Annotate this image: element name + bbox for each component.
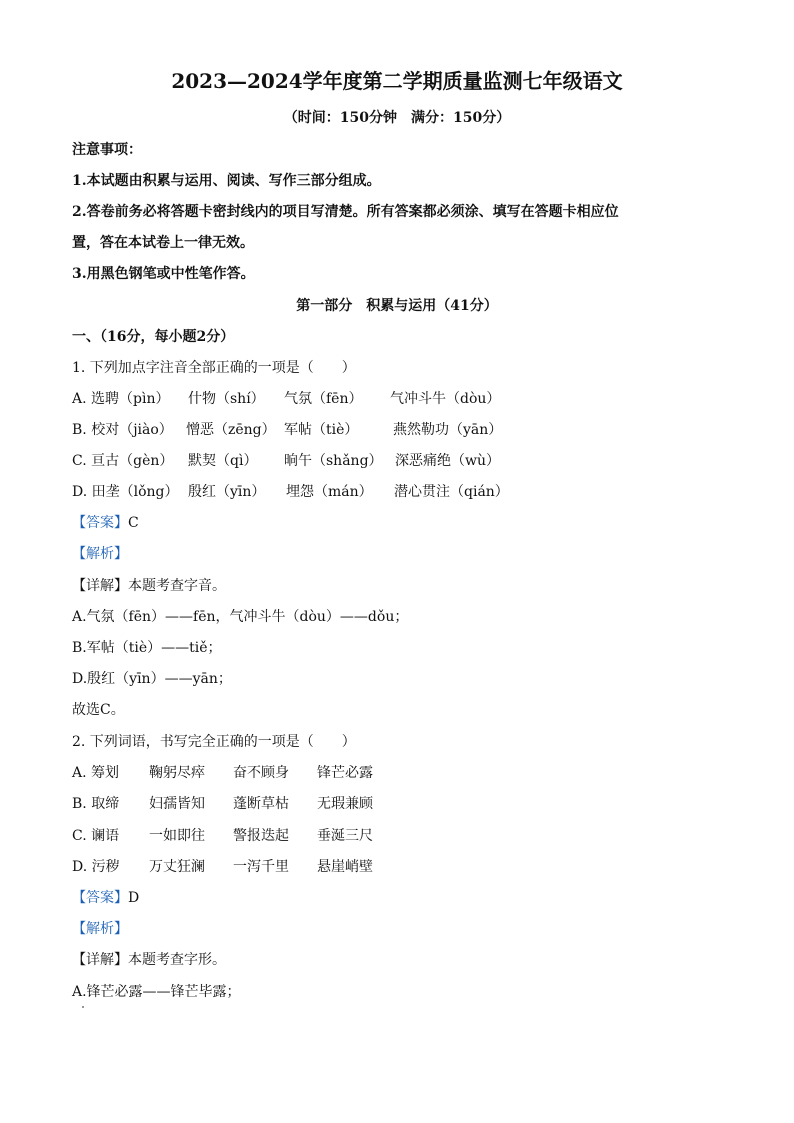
section-heading: 一、（16分，每小题2分）: [72, 329, 235, 345]
option-item: 奋不顾身: [233, 765, 289, 781]
option-item: C. 亘古（gèn）: [72, 453, 174, 469]
question-1-conclusion: 故选C。: [72, 702, 125, 718]
option-item: 警报迭起: [233, 828, 289, 844]
option-item: 妇孺皆知: [149, 796, 205, 812]
detail-text: 本题考查字形。: [128, 952, 226, 968]
notice-item-2-cont: 置，答在本试卷上一律无效。: [72, 235, 254, 251]
question-2-answer: [72, 888, 139, 908]
answer-tag: 【答案】: [72, 890, 128, 906]
option-item: 无瑕兼顾: [317, 796, 373, 812]
question-1-explanation-d: D.殷红（yīn）——yān；: [72, 671, 232, 687]
option-item: 殷红（yīn）: [188, 484, 266, 500]
option-item: 万丈狂澜: [149, 859, 205, 875]
question-1-explanation-a: A.气氛（fēn）——fēn，气冲斗牛（dòu）——dǒu；: [72, 609, 409, 625]
option-item: B. 取缔: [72, 796, 120, 812]
option-item: 气冲斗牛（dòu）: [390, 391, 501, 407]
option-item: 军帖（tiè）: [284, 422, 359, 438]
option-item: 燕然勒功（yān）: [393, 422, 503, 438]
option-item: 什物（shí）: [188, 391, 265, 407]
option-item: 一如即往: [149, 828, 205, 844]
detail-tag: 【详解】: [72, 578, 128, 594]
notice-heading: 注意事项：: [72, 142, 142, 158]
option-item: 鞠躬尽瘁: [149, 765, 205, 781]
part-title: 第一部分 积累与运用（41分）: [296, 298, 498, 314]
stray-mark: [82, 1006, 84, 1008]
question-1-answer: [72, 513, 139, 533]
question-1-explanation-b: B.军帖（tiè）——tiě；: [72, 640, 222, 656]
option-item: 一泻千里: [233, 859, 289, 875]
option-item: 潜心贯注（qián）: [394, 484, 509, 500]
option-item: 锋芒必露: [317, 765, 373, 781]
option-item: A. 筹划: [72, 765, 120, 781]
question-2-stem: 2. 下列词语，书写完全正确的一项是（ ）: [72, 734, 356, 750]
option-item: 蓬断草枯: [233, 796, 289, 812]
option-item: D. 田垄（lǒng）: [72, 484, 179, 500]
question-2-analysis-tag: 【解析】: [72, 921, 128, 937]
detail-text: 本题考查字音。: [128, 578, 226, 594]
option-item: 憎恶（zēng）: [186, 422, 276, 438]
option-item: 深恶痛绝（wù）: [395, 453, 500, 469]
answer-value: D: [128, 890, 140, 906]
option-item: 埋怨（mán）: [286, 484, 373, 500]
question-1-detail: [72, 576, 226, 596]
option-item: 默契（qì）: [188, 453, 258, 469]
option-item: B. 校对（jiào）: [72, 422, 173, 438]
notice-item-3: 3.用黑色钢笔或中性笔作答。: [72, 266, 255, 282]
option-item: 气氛（fēn）: [284, 391, 363, 407]
option-item: D. 污秽: [72, 859, 120, 875]
notice-item-2: 2.答卷前务必将答题卡密封线内的项目写清楚。所有答案都必须涂、填写在答题卡相应位: [72, 204, 619, 220]
option-item: C. 谰语: [72, 828, 120, 844]
notice-item-1: 1.本试题由积累与运用、阅读、写作三部分组成。: [72, 173, 381, 189]
detail-tag: 【详解】: [72, 952, 128, 968]
question-2-detail: [72, 950, 226, 970]
exam-time-score: （时间：150分钟 满分：150分）: [283, 110, 511, 126]
option-item: A. 选聘（pìn）: [72, 391, 170, 407]
question-1-stem: 1. 下列加点字注音全部正确的一项是（ ）: [72, 360, 356, 376]
answer-value: C: [128, 515, 139, 531]
question-2-explanation-a: A.锋芒必露——锋芒毕露；: [72, 984, 241, 1000]
question-1-analysis-tag: 【解析】: [72, 546, 128, 562]
page-title: 2023—2024学年度第二学期质量监测七年级语文: [171, 69, 623, 93]
option-item: 悬崖峭壁: [317, 859, 373, 875]
option-item: 垂涎三尺: [317, 828, 373, 844]
option-item: 晌午（shǎng）: [284, 453, 383, 469]
answer-tag: 【答案】: [72, 515, 128, 531]
